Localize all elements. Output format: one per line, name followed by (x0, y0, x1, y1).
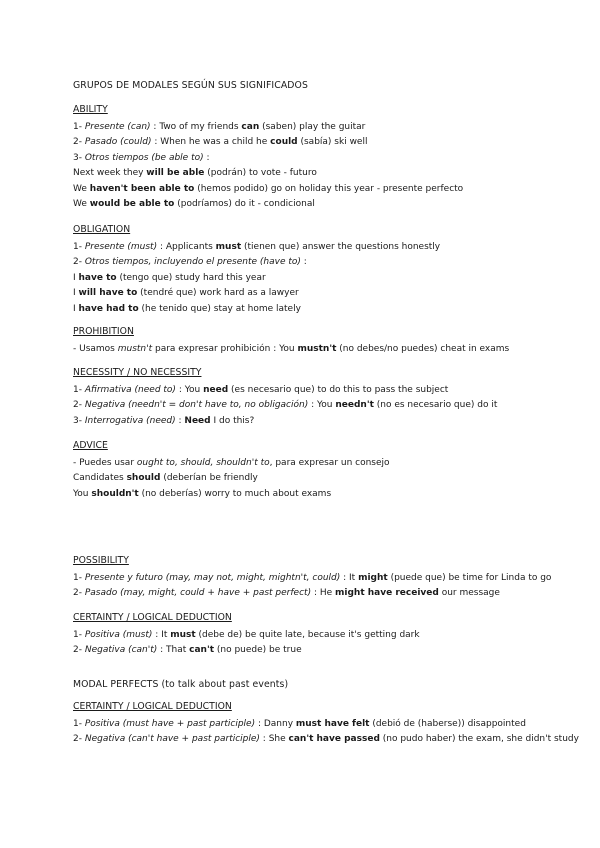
document-title: GRUPOS DE MODALES SEGÚN SUS SIGNIFICADOS (73, 80, 308, 91)
modal-verb: need (203, 384, 229, 395)
section-heading: POSSIBILITY (73, 555, 129, 566)
modal-verb: must (215, 241, 242, 252)
grammar-note: Presente (can) (84, 121, 151, 132)
text-run: (sabía) ski well (297, 137, 368, 147)
text-run: Candidates (73, 473, 127, 483)
section-obligation (73, 222, 593, 317)
text-run: (podrán) to vote - futuro (204, 168, 317, 178)
section-prohibition (73, 324, 593, 357)
text-run: 1- (73, 384, 85, 395)
text-run: : That (157, 645, 190, 655)
text-run: : You (175, 384, 204, 395)
section-certainty (73, 610, 593, 659)
example-line (73, 151, 593, 167)
text-run: (podríamos) do it - condicional (174, 199, 315, 209)
text-run: : (175, 415, 185, 426)
example-line (73, 271, 593, 287)
text-run: Next week they (73, 168, 147, 178)
section-heading: PROHIBITION (73, 326, 134, 337)
text-run: (no es necesario que) do it (373, 400, 498, 410)
text-run: We (73, 199, 90, 209)
text-run: our message (438, 588, 500, 598)
modal-verb: will be able (146, 168, 205, 178)
section-heading: ABILITY (73, 104, 108, 115)
example-line (73, 717, 593, 733)
text-run: (puede que) be time for Linda to go (387, 572, 552, 583)
grammar-note: Presente (must) (84, 241, 158, 252)
modal-verb: Need (184, 415, 211, 426)
text-run: (debe de) be quite late, because it's getting dark (195, 629, 420, 640)
example-line (73, 398, 593, 414)
modal-verb: should (126, 473, 161, 483)
text-run: : (300, 257, 307, 267)
text-run: 2- (73, 645, 85, 655)
modal-verb: can't (189, 645, 215, 655)
example-line (73, 414, 593, 430)
text-run: 1- (73, 572, 85, 583)
section-necessity (73, 365, 593, 429)
grammar-note: Presente y futuro (may, may not, might, mightn't, could) (84, 572, 341, 583)
modal-verb: needn't (335, 400, 374, 410)
text-run: 3- (73, 415, 85, 426)
text-run: I (73, 288, 79, 298)
text-run: : It (340, 572, 359, 583)
modal-verb: must have felt (295, 718, 370, 729)
text-run: (he tenido que) stay at home lately (138, 303, 301, 314)
example-line (73, 456, 593, 472)
example-line (73, 643, 593, 659)
text-run: (deberían be friendly (160, 473, 258, 483)
example-line (73, 471, 593, 487)
modal-verb: shouldn't (91, 488, 139, 499)
text-run: : When he was a child he (151, 137, 271, 147)
text-run: (saben) play the guitar (259, 121, 366, 132)
text-run: 2- (73, 588, 85, 598)
example-line (73, 628, 593, 644)
example-line (73, 586, 593, 602)
grammar-note: Otros tiempos (be able to) (84, 152, 204, 163)
grammar-note: mustn't (117, 343, 153, 354)
text-run: - Puedes usar (73, 457, 137, 468)
grammar-note: ought to, should, shouldn't to (136, 457, 270, 468)
modal-verb: must (170, 629, 196, 640)
section-heading: CERTAINTY / LOGICAL DEDUCTION (73, 612, 232, 623)
text-run: : Two of my friends (150, 121, 242, 132)
example-line (73, 120, 593, 136)
text-run: , para expresar un consejo (269, 457, 390, 468)
example-line (73, 732, 593, 748)
grammar-note: Positiva (must have + past participle) (84, 718, 256, 729)
text-run: : Danny (255, 718, 296, 729)
grammar-note: Interrogativa (need) (84, 415, 176, 426)
text-run: : She (259, 734, 289, 744)
modal-verb: can (241, 121, 260, 132)
text-run: I (73, 272, 79, 283)
example-line (73, 571, 593, 587)
example-line (73, 182, 593, 198)
text-run: - Usamos (73, 343, 118, 354)
grammar-note: Negativa (needn't = don't have to, no obligación) (84, 400, 309, 410)
text-run: (tengo que) study hard this year (116, 272, 266, 283)
text-run: (no pudo haber) the exam, she didn't study (379, 734, 579, 744)
section-heading: NECESSITY / NO NECESSITY (73, 367, 202, 378)
example-line (73, 240, 593, 256)
text-run: 2- (73, 257, 85, 267)
text-run: (tendré que) work hard as a lawyer (137, 288, 299, 298)
text-run: (no debes/no puedes) cheat in exams (336, 343, 510, 354)
grammar-note: Afirmativa (need to) (84, 384, 176, 395)
grammar-note: Pasado (may, might, could + have + past perfect) (84, 588, 312, 598)
modal-verb: have to (78, 272, 117, 283)
modal-verb: might have received (335, 588, 439, 598)
grammar-note: Positiva (must) (84, 629, 153, 640)
section-possibility (73, 553, 593, 602)
text-run: (es necesario que) to do this to pass the subject (228, 384, 449, 395)
grammar-note: Pasado (could) (84, 137, 152, 147)
example-line (73, 342, 593, 358)
modal-perfects-title: MODAL PERFECTS (to talk about past events) (73, 679, 289, 690)
text-run: 1- (73, 718, 85, 729)
text-run: : You (308, 400, 336, 410)
modal-verb: have had to (78, 303, 139, 314)
text-run: We (73, 183, 90, 194)
text-run: 1- (73, 241, 85, 252)
modal-verb: could (270, 137, 298, 147)
text-run: : (203, 152, 210, 163)
example-line (73, 383, 593, 399)
grammar-note: Negativa (can't have + past participle) (84, 734, 260, 744)
text-run: : It (152, 629, 171, 640)
modal-verb: might (358, 572, 388, 583)
grammar-note: Negativa (can't) (84, 645, 158, 655)
text-run: 3- (73, 152, 85, 163)
example-line (73, 487, 593, 503)
text-run: 1- (73, 629, 85, 640)
text-run: (no deberías) worry to much about exams (138, 488, 332, 499)
example-line (73, 255, 593, 271)
section-certainty-perfect (73, 699, 593, 748)
modal-verb: will have to (78, 288, 138, 298)
modal-verb: can't have passed (288, 734, 380, 744)
text-run: 2- (73, 400, 85, 410)
text-run: (no puede) be true (214, 645, 302, 655)
example-line (73, 135, 593, 151)
modal-verb: would be able to (89, 199, 175, 209)
text-run: (hemos podido) go on holiday this year - presente perfecto (194, 183, 464, 194)
text-run: 1- (73, 121, 85, 132)
example-line (73, 302, 593, 318)
section-heading: ADVICE (73, 440, 108, 451)
modal-verb: haven't been able to (89, 183, 195, 194)
example-line (73, 166, 593, 182)
text-run: para expresar prohibición : You (152, 343, 298, 354)
text-run: I do this? (210, 415, 255, 426)
text-run: 2- (73, 734, 85, 744)
section-heading: CERTAINTY / LOGICAL DEDUCTION (73, 701, 232, 712)
example-line (73, 197, 593, 213)
text-run: : He (311, 588, 336, 598)
text-run: : Applicants (157, 241, 216, 252)
section-heading: OBLIGATION (73, 224, 131, 235)
text-run: (tienen que) answer the questions honestly (241, 241, 441, 252)
section-advice (73, 438, 593, 502)
section-ability (73, 102, 593, 213)
text-run: You (73, 488, 92, 499)
grammar-note: Otros tiempos, incluyendo el presente (have to) (84, 257, 301, 267)
text-run: (debió de (haberse)) disappointed (369, 718, 526, 729)
text-run: I (73, 303, 79, 314)
text-run: 2- (73, 137, 85, 147)
example-line (73, 286, 593, 302)
modal-verb: mustn't (297, 343, 337, 354)
